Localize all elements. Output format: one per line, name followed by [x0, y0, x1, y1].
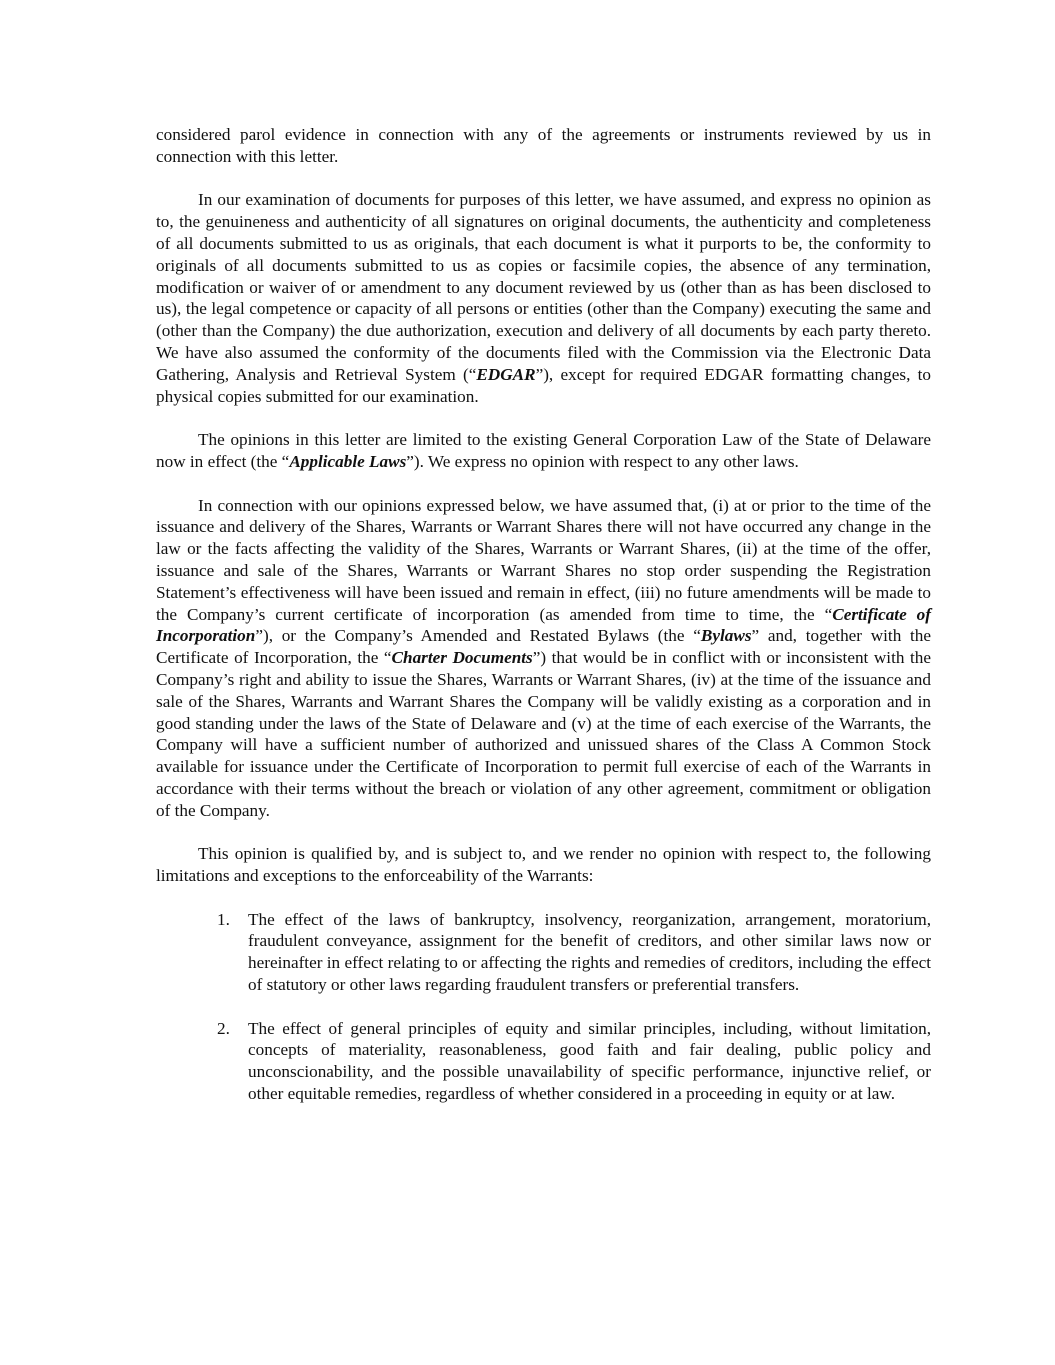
- list-item-text: The effect of the laws of bankruptcy, insolvency, reorganization, arrangement, moratorium, fraudulent conveyance, assignment for the benefit of creditors, and other similar laws now or hereinafter in effect relating to or affecting the rights and remedies of creditors, including the effect of statutory or other laws regarding fraudulent transfers or preferential transfers.: [248, 909, 931, 995]
- defined-term-edgar: EDGAR: [476, 364, 536, 384]
- text-run: ”), except for required EDGAR formatting changes, to physical copies submitted for our examination.: [156, 364, 931, 406]
- text-run: In our examination of documents for purposes of this letter, we have assumed, and express no opinion as to, the genuineness and authenticity of all signatures on original documents, the authenticity and completeness of all documents submitted to us as originals, that each document is what it purports to be, the conformity to originals of all documents submitted to us as copies or facsimile copies, the absence of any termination, modification or waiver of or amendment to any document reviewed by us (other than as has been disclosed to us), the legal competence or capacity of all persons or entities (other than the Company) executing the same and (other than the Company) the due authorization, execution and delivery of all documents by each party thereto. We have also assumed the conformity of the documents filed with the Commission via the Electronic Data Gathering, Analysis and Retrieval System (“: [156, 190, 931, 384]
- paragraph-opinion-assumptions: [156, 495, 931, 822]
- paragraph-qualifications: This opinion is qualified by, and is subject to, and we render no opinion with respect to, the following limitations and exceptions to the enforceability of the Warrants:: [156, 844, 931, 886]
- document-page: [156, 124, 931, 1127]
- list-item: [156, 909, 931, 996]
- paragraph-applicable-laws: [156, 429, 931, 473]
- limitations-list: [156, 909, 931, 1105]
- list-item-text: The effect of general principles of equity and similar principles, including, without limitation, concepts of materiality, reasonableness, good faith and fair dealing, public policy and unconscionability, and the possible unavailability of specific performance, injunctive relief, or other equitable remedies, regardless of whether considered in a proceeding in equity or at law.: [248, 1018, 931, 1104]
- text-run: The opinions in this letter are limited to the existing General Corporation Law of the State of Delaware now in effect (the “: [156, 430, 931, 471]
- list-item-number: 2.: [217, 1018, 230, 1038]
- text-run: In connection with our opinions expressed below, we have assumed that, (i) at or prior to the time of the issuance and delivery of the Shares, Warrants or Warrant Shares there will not have occurred any change in the law or the facts affecting the validity of the Shares, Warrants or Warrant Shares, (ii) at the time of the offer, issuance and sale of the Shares, Warrants or Warrant Shares no stop order suspending the Registration Statement’s effectiveness will have been issued and remain in effect, (iii) no future amendments will be made to the Company’s current certificate of incorporation (as amended from time to time, the “: [156, 495, 931, 624]
- defined-term-charter-documents: Charter Documents: [391, 648, 533, 668]
- defined-term-certificate-of-incorporation: Certificate of Incorporation: [156, 604, 931, 646]
- defined-term-bylaws: Bylaws: [700, 626, 752, 646]
- text-run: ”) that would be in conflict with or inconsistent with the Company’s right and ability to issue the Shares, Warrants or Warrant Shares, (iv) at the time of the issuance and sale of the Shares, Warrants and Warrant Shares the Company will be validly existing as a corporation and in good standing under the laws of the State of Delaware and (v) at the time of each exercise of the Warrants, the Company will have a sufficient number of authorized and unissued shares of the Class A Common Stock available for issuance under the Certificate of Incorporation to permit full exercise of each of the Warrants in accordance with their terms without the breach or violation of any other agreement, commitment or obligation of the Company.: [156, 648, 931, 820]
- defined-term-applicable-laws: Applicable Laws: [289, 451, 407, 471]
- paragraph-continuation: considered parol evidence in connection with any of the agreements or instruments reviewed by us in connection with this letter.: [156, 125, 931, 166]
- list-item: [156, 1018, 931, 1105]
- paragraph-examination-assumptions: [156, 189, 931, 407]
- text-run: ” and, together with the Certificate of Incorporation, the “: [156, 626, 932, 668]
- text-run: ”), or the Company’s Amended and Restated Bylaws (the “: [255, 626, 701, 646]
- text-run: ”). We express no opinion with respect to any other laws.: [406, 451, 799, 471]
- list-item-number: 1.: [217, 909, 230, 929]
